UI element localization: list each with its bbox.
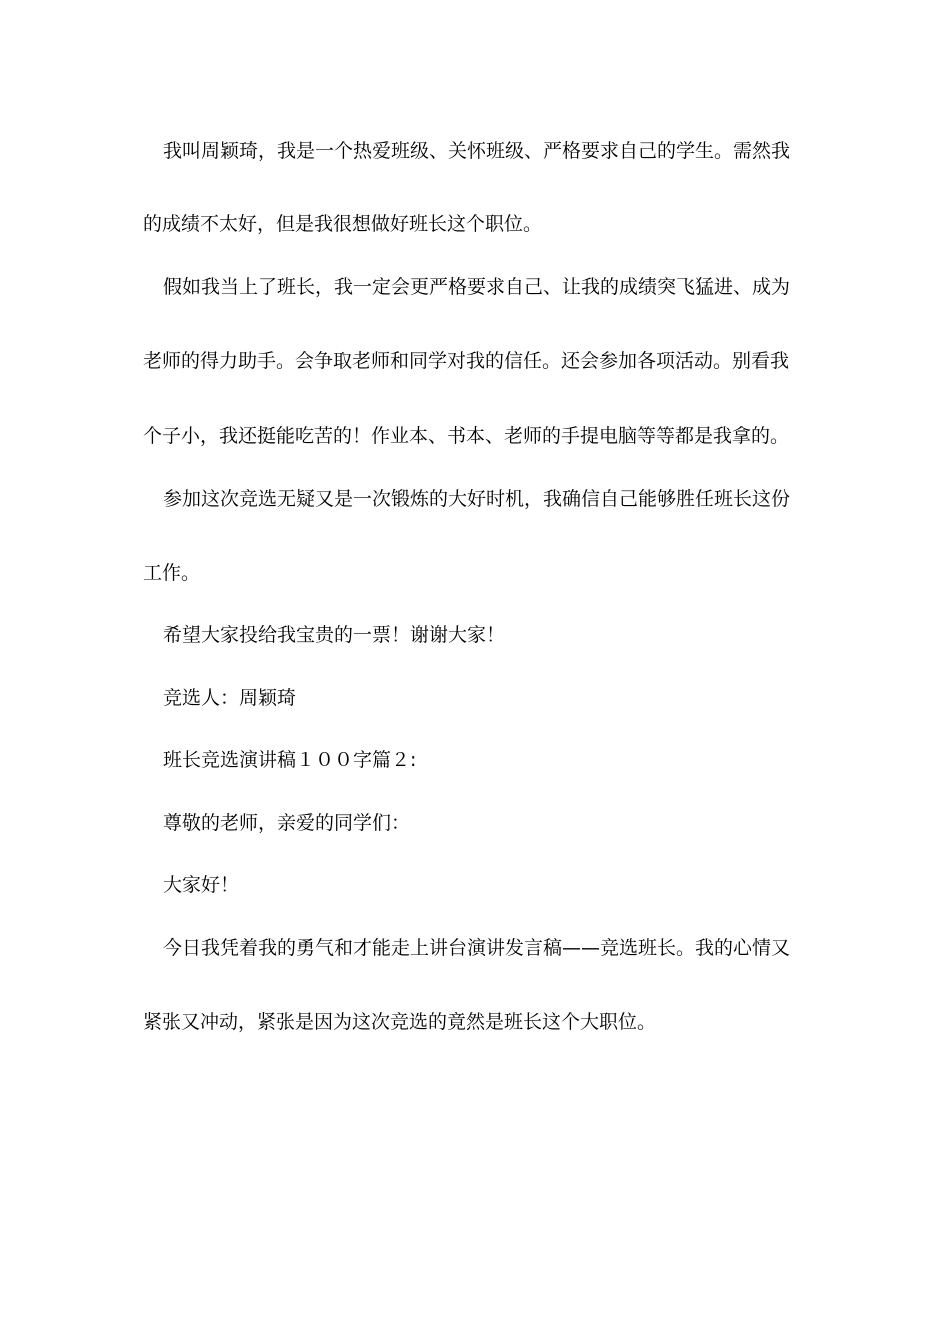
greeting: 大家好！ [163,874,240,896]
paragraph-5-line-2: 紧张又冲动，紧张是因为这次竞选的竟然是班长这个大职位。 [143,1011,657,1033]
paragraph-2-line-2: 老师的得力助手。会争取老师和同学对我的信任。还会参加各项活动。别看我 [143,350,790,372]
paragraph-3-line-1: 参加这次竞选无疑又是一次锻炼的大好时机，我确信自己能够胜任班长这份 [163,488,791,510]
paragraph-3-line-2: 工作。 [143,562,201,584]
section-heading: 班长竞选演讲稿１００字篇２: [163,749,417,771]
paragraph-2-line-3: 个子小，我还挺能吃苦的！作业本、书本、老师的手提电脑等等都是我拿的。 [143,425,790,447]
candidate-signature: 竞选人：周颖琦 [163,687,297,709]
paragraph-4: 希望大家投给我宝贵的一票！谢谢大家！ [163,624,506,646]
paragraph-5-line-1: 今日我凭着我的勇气和才能走上讲台演讲发言稿——竞选班长。我的心情又 [163,937,791,959]
salutation: 尊敬的老师，亲爱的同学们： [163,812,411,834]
paragraph-2-line-1: 假如我当上了班长，我一定会更严格要求自己、让我的成绩突飞猛进、成为 [163,276,791,298]
paragraph-1-line-2: 的成绩不太好，但是我很想做好班长这个职位。 [143,213,543,235]
paragraph-1-line-1: 我叫周颖琦，我是一个热爱班级、关怀班级、严格要求自己的学生。需然我 [163,140,791,162]
